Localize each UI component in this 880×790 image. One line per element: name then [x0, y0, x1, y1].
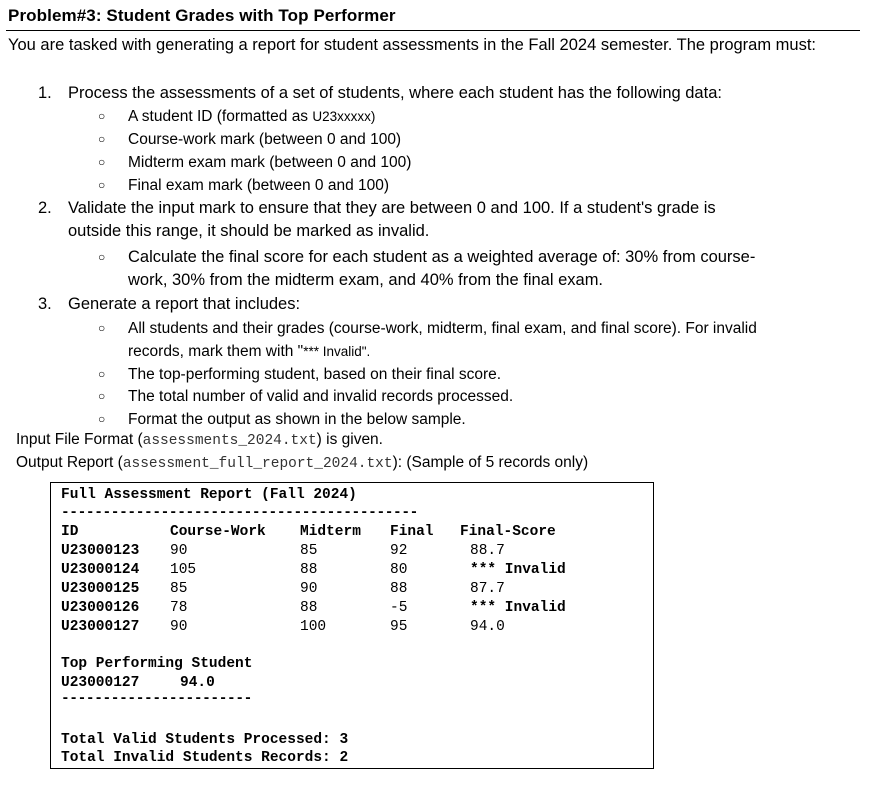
output-format-suffix: ): (Sample of 5 records only): [392, 454, 589, 471]
table-cell: 92: [390, 543, 408, 559]
table-row: [61, 599, 621, 618]
step-text: Process the assessments of a set of students, where each student has the following data:: [68, 84, 722, 102]
table-cell: 94.0: [470, 619, 505, 635]
table-cell: 90: [300, 581, 318, 597]
column-header: Midterm: [300, 524, 361, 540]
top-performer-heading: Top Performing Student: [61, 656, 253, 672]
bullet-icon: ○: [98, 109, 106, 123]
output-format-line: [16, 452, 588, 475]
table-cell: 105: [170, 562, 197, 578]
input-format-line: [16, 429, 383, 452]
bullet-text: The total number of valid and invalid records processed.: [128, 388, 514, 405]
bullet-text: Final exam mark (between 0 and 100): [128, 177, 390, 194]
step-number: 1.: [38, 84, 52, 102]
step-number: 2.: [38, 199, 52, 217]
step-text: outside this range, it should be marked as invalid.: [68, 222, 430, 240]
table-cell: 88.7: [470, 543, 505, 559]
top-student-id: U23000127: [61, 675, 140, 691]
table-row: [61, 618, 621, 637]
step-number: 3.: [38, 295, 52, 313]
table-cell: U23000124: [61, 562, 140, 578]
input-filename: assessments_2024.txt: [142, 433, 317, 449]
table-cell: 87.7: [470, 581, 505, 597]
bullet-text: All students and their grades (course-work, midterm, final exam, and final score). For invalid: [128, 320, 757, 337]
table-cell: U23000125: [61, 581, 140, 597]
table-row: [61, 542, 621, 561]
column-header: Final-Score: [460, 524, 556, 540]
problem-title: Problem#3: Student Grades with Top Performer: [8, 6, 396, 25]
table-cell: U23000126: [61, 600, 140, 616]
top-student-score: 94.0: [180, 675, 215, 691]
table-header: [61, 523, 621, 542]
column-header: Final: [390, 524, 434, 540]
report-rule-short: -----------------------: [61, 691, 252, 707]
table-cell: 78: [170, 600, 188, 616]
bullet-icon: ○: [98, 367, 106, 381]
input-format-suffix: ) is given.: [316, 431, 383, 448]
column-header: Course-Work: [170, 524, 266, 540]
table-row: [61, 561, 621, 580]
bullet-icon: ○: [98, 155, 106, 169]
bullet-icon: ○: [98, 412, 106, 426]
table-cell: 88: [300, 600, 318, 616]
step-text: Validate the input mark to ensure that they are between 0 and 100. If a student's grade is: [68, 199, 716, 217]
title-underline: [6, 30, 860, 31]
table-cell: U23000127: [61, 619, 140, 635]
bullet-text: work, 30% from the midterm exam, and 40% from the final exam.: [128, 271, 604, 289]
table-cell: 100: [300, 619, 327, 635]
bullet-text: A student ID (formatted as: [128, 108, 313, 125]
bullet-icon: ○: [98, 389, 106, 403]
bullet-text: Calculate the final score for each student as a weighted average of: 30% from course-: [128, 248, 756, 266]
step-text: Generate a report that includes:: [68, 295, 301, 313]
invalid-marker-text: *** Invalid".: [303, 344, 371, 359]
table-cell: U23000123: [61, 543, 140, 559]
bullet-icon: ○: [98, 132, 106, 146]
output-format-label: Output Report (: [16, 454, 123, 471]
intro-paragraph: You are tasked with generating a report for student assessments in the Fall 2024 semester. The program must:: [8, 36, 817, 54]
output-filename: assessment_full_report_2024.txt: [122, 456, 393, 472]
input-format-label: Input File Format (: [16, 431, 143, 448]
table-cell: 90: [170, 543, 188, 559]
table-cell: *** Invalid: [470, 600, 566, 616]
bullet-icon: ○: [98, 178, 106, 192]
bullet-text: Midterm exam mark (between 0 and 100): [128, 154, 412, 171]
table-cell: 88: [390, 581, 408, 597]
bullet-text: records, mark them with ": [128, 343, 304, 360]
table-cell: 80: [390, 562, 408, 578]
total-invalid-line: Total Invalid Students Records: 2: [61, 750, 349, 766]
sample-report-box: [50, 482, 654, 769]
bullet-text: Format the output as shown in the below sample.: [128, 411, 466, 428]
table-cell: 85: [170, 581, 188, 597]
table-cell: -5: [390, 600, 408, 616]
total-valid-line: Total Valid Students Processed: 3: [61, 732, 349, 748]
table-cell: 95: [390, 619, 408, 635]
id-format: U23xxxxx): [312, 109, 376, 124]
bullet-text: Course-work mark (between 0 and 100): [128, 131, 402, 148]
table-row: [61, 580, 621, 599]
report-heading: Full Assessment Report (Fall 2024): [61, 487, 357, 503]
table-cell: 90: [170, 619, 188, 635]
table-cell: 85: [300, 543, 318, 559]
column-header: ID: [61, 524, 79, 540]
bullet-icon: ○: [98, 321, 106, 335]
bullet-text: The top-performing student, based on their final score.: [128, 366, 502, 383]
bullet-icon: ○: [98, 250, 106, 264]
report-rule: -------------------------------------------: [61, 505, 418, 521]
table-cell: *** Invalid: [470, 562, 566, 578]
table-cell: 88: [300, 562, 318, 578]
